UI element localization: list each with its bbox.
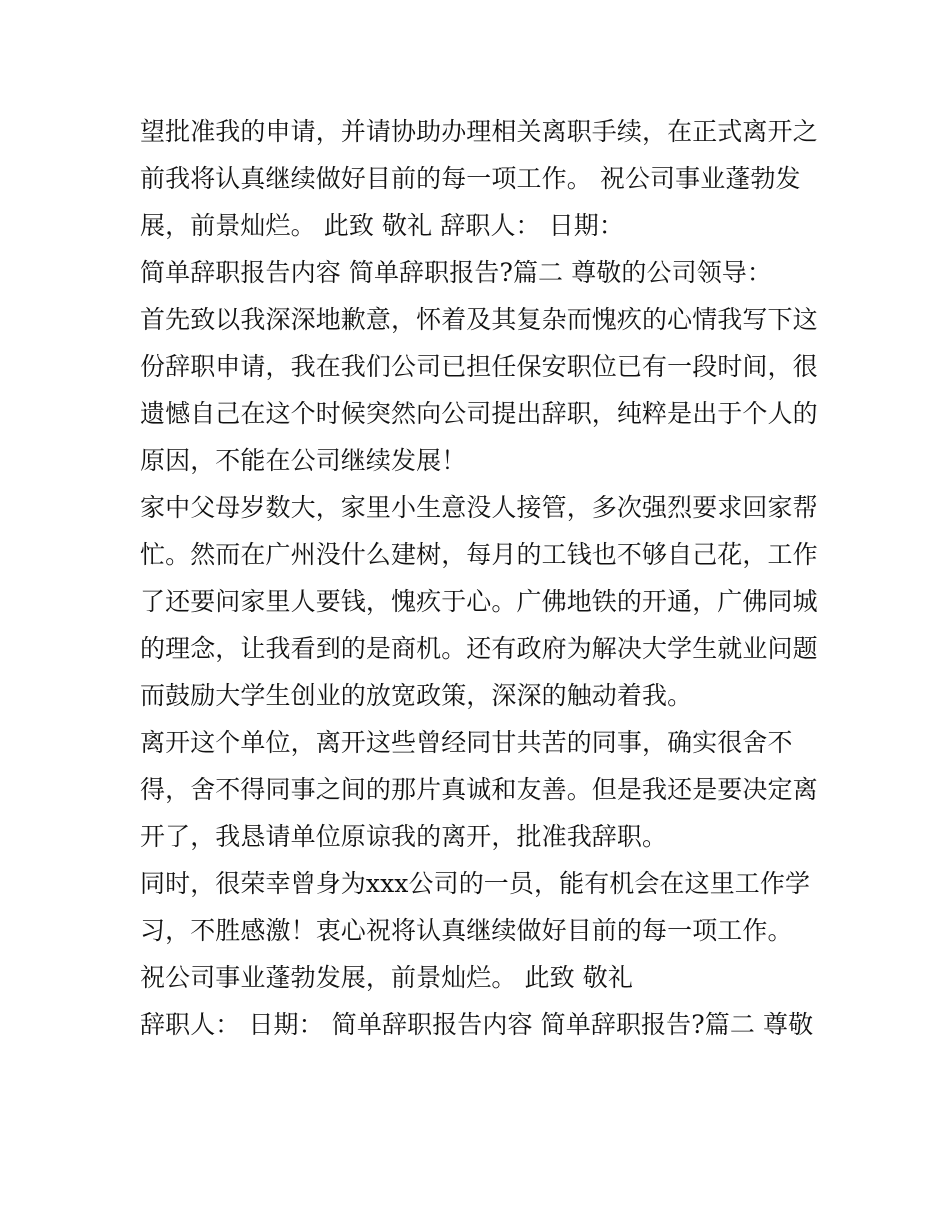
text-line: 家中父母岁数大，家里小生意没人接管，多次强烈要求回家帮 xyxy=(140,493,818,522)
text-line: 了还要问家里人要钱，愧疚于心。广佛地铁的开通，广佛同城 xyxy=(140,587,818,616)
text-line: 份辞职申请，我在我们公司已担任保安职位已有一段时间，很 xyxy=(140,352,818,381)
text-line: 展，前景灿烂。 此致 敬礼 辞职人： 日期： xyxy=(140,211,624,240)
text-line: 祝公司事业蓬勃发展，前景灿烂。 此致 敬礼 xyxy=(140,963,633,992)
text-line: 同时，很荣幸曾身为xxx公司的一员，能有机会在这里工作学 xyxy=(140,869,811,898)
text-line: 习，不胜感激！衷心祝将认真继续做好目前的每一项工作。 xyxy=(140,916,793,945)
text-line: 原因，不能在公司继续发展！ xyxy=(140,446,467,475)
text-line: 离开这个单位，离开这些曾经同甘共苦的同事，确实很舍不 xyxy=(140,728,793,757)
text-line: 首先致以我深深地歉意，怀着及其复杂而愧疚的心情我写下这 xyxy=(140,305,818,334)
text-line: 得，舍不得同事之间的那片真诚和友善。但是我还是要决定离 xyxy=(140,775,818,804)
text-line: 忙。然而在广州没什么建树，每月的工钱也不够自己花，工作 xyxy=(140,540,818,569)
text-line: 前我将认真继续做好目前的每一项工作。 祝公司事业蓬勃发 xyxy=(140,164,801,193)
text-line: 辞职人： 日期： 简单辞职报告内容 简单辞职报告?篇二 尊敬 xyxy=(140,1010,814,1039)
text-line: 而鼓励大学生创业的放宽政策，深深的触动着我。 xyxy=(140,681,693,710)
text-line: 简单辞职报告内容 简单辞职报告?篇二 尊敬的公司领导： xyxy=(140,258,772,287)
document-body xyxy=(140,108,820,1048)
text-line: 开了，我恳请单位原谅我的离开，批准我辞职。 xyxy=(140,822,668,851)
text-line: 望批准我的申请，并请协助办理相关离职手续，在正式离开之 xyxy=(140,117,818,146)
text-line: 的理念，让我看到的是商机。还有政府为解决大学生就业问题 xyxy=(140,634,818,663)
text-line: 遗憾自己在这个时候突然向公司提出辞职，纯粹是出于个人的 xyxy=(140,399,818,428)
